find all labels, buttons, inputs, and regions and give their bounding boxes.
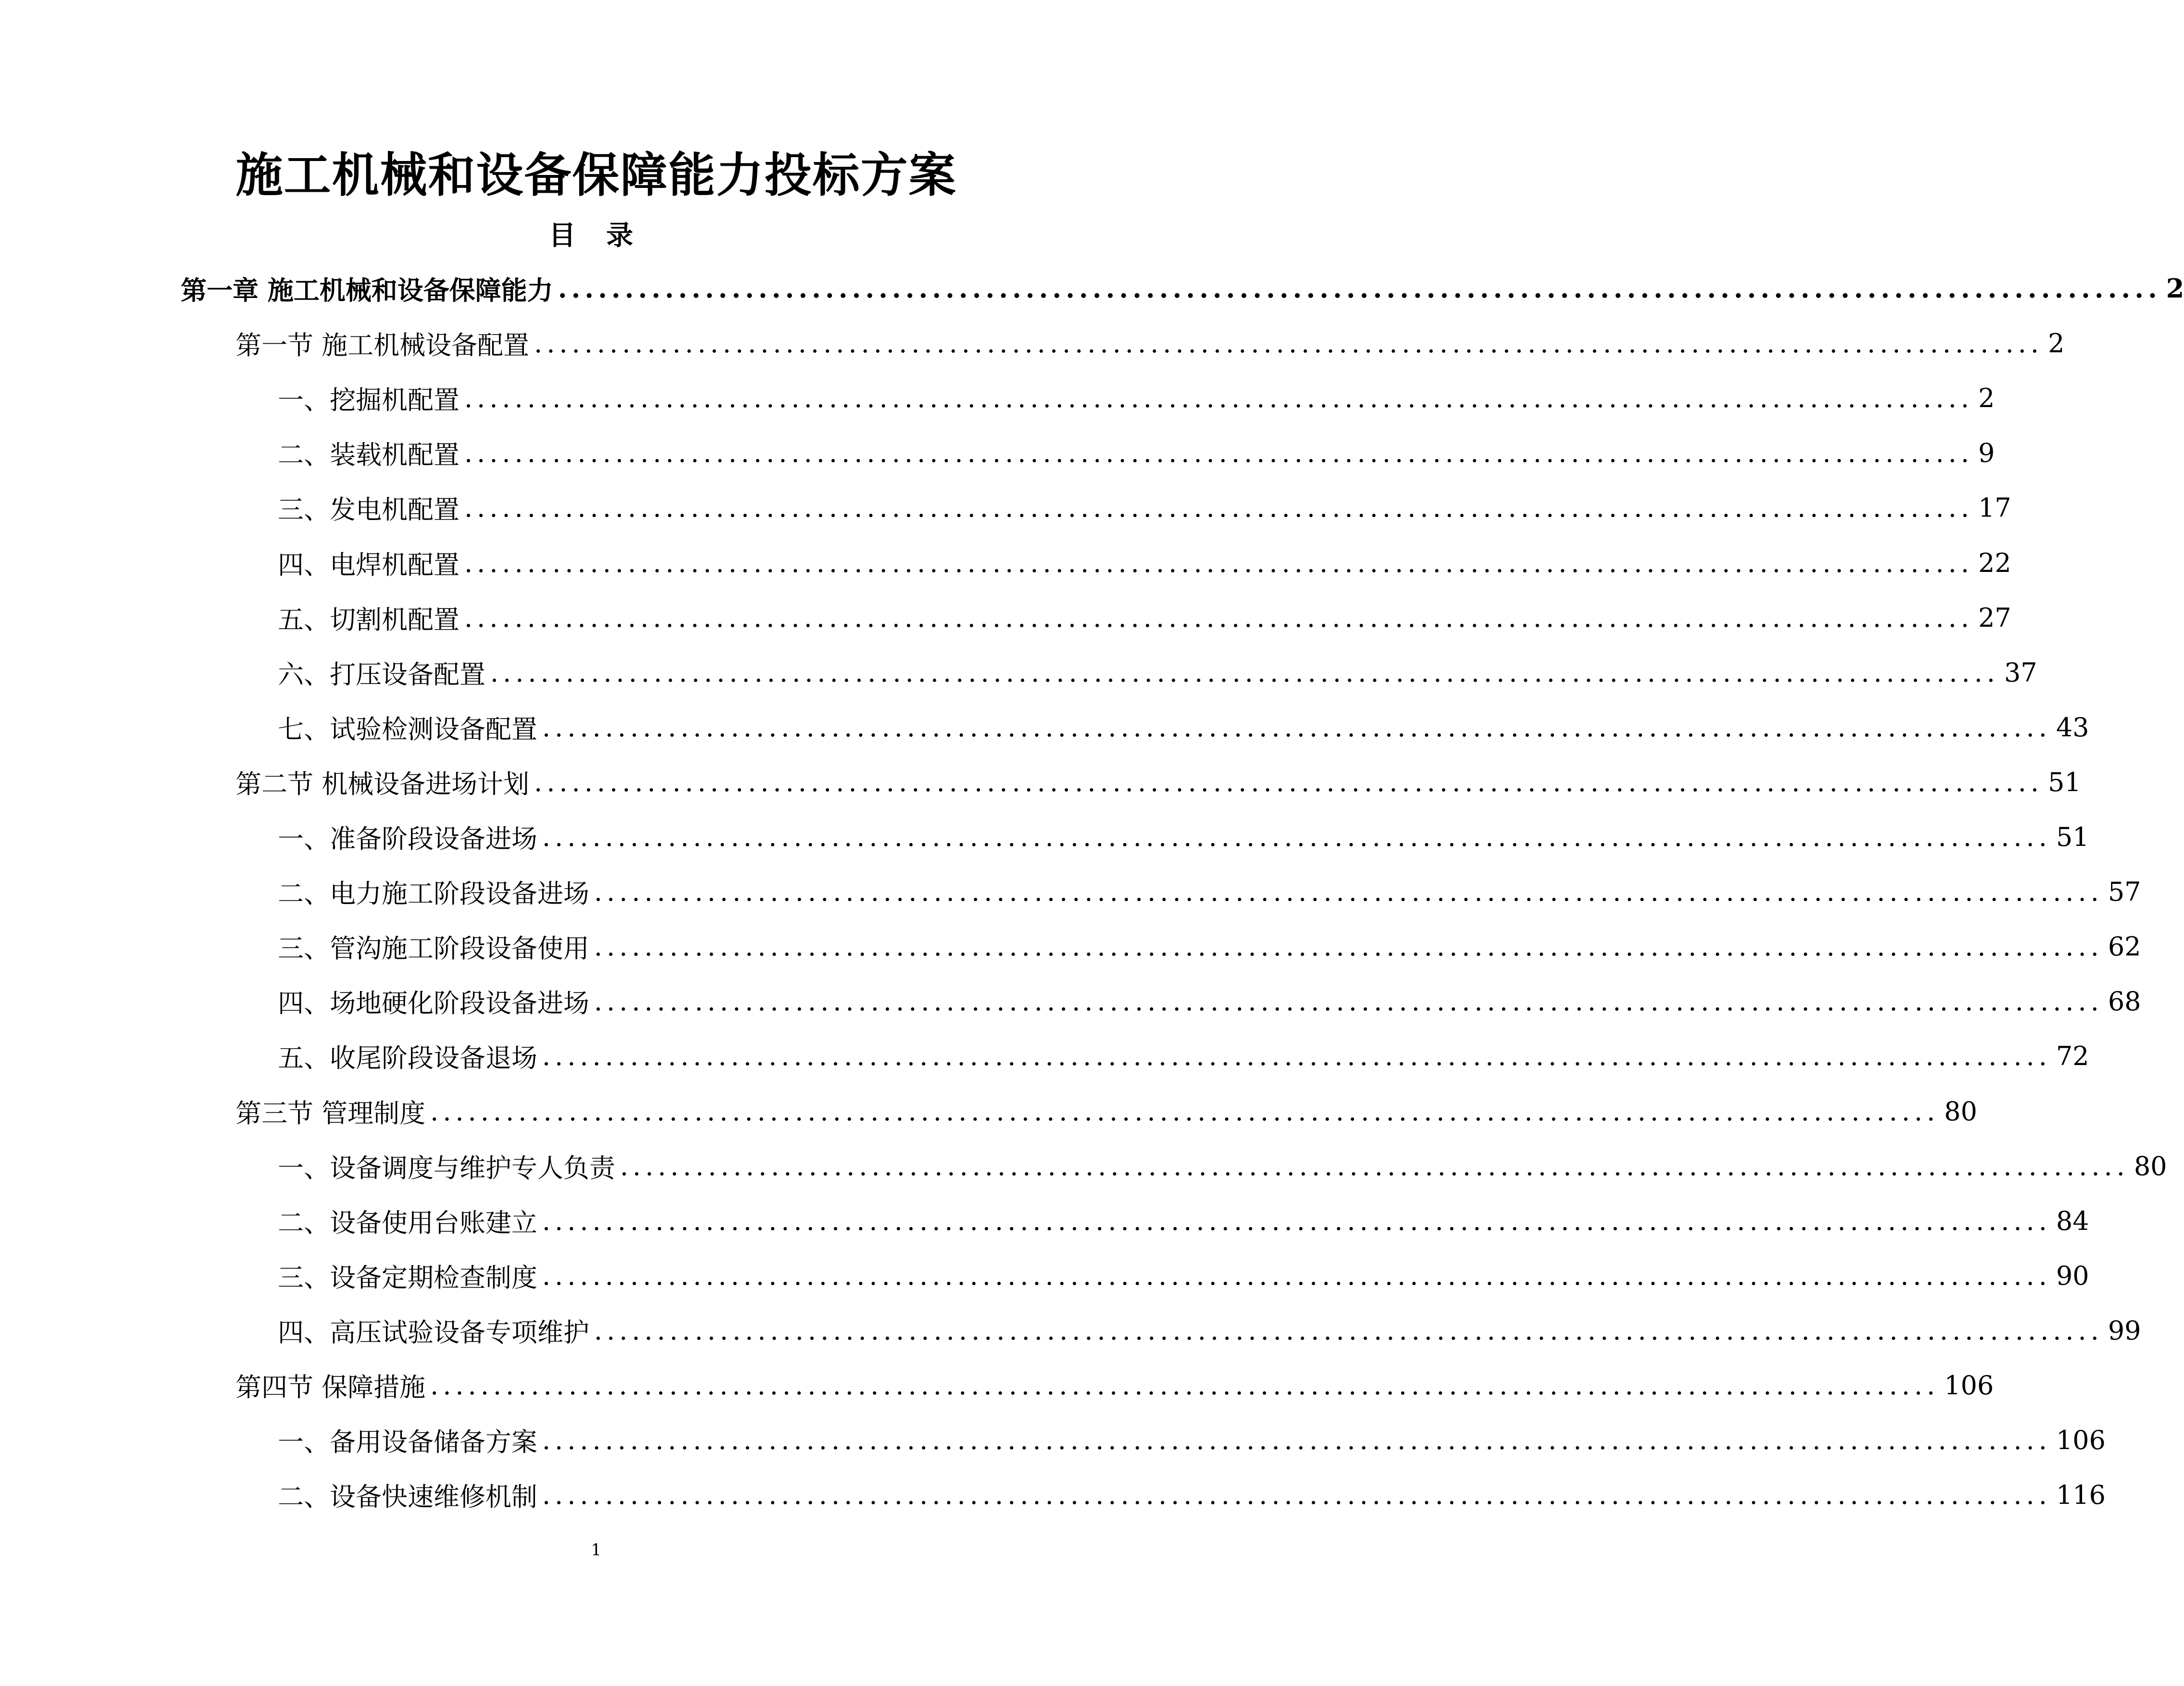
toc-entry[interactable] — [278, 486, 2011, 529]
toc-dot-leader: ........................................................................................................................ — [594, 986, 2103, 1017]
toc-entry-label: 六、打压设备配置 — [278, 659, 485, 690]
toc-entry-label: 七、试验检测设备配置 — [278, 714, 537, 744]
toc-dot-leader: ........................................................................................................................ — [464, 437, 1973, 468]
toc-dot-leader: ........................................................................................................................ — [464, 547, 1973, 578]
toc-dot-leader: ........................................................................................................................ — [430, 1096, 1939, 1127]
toc-entry-label: 第一章 施工机械和设备保障能力 — [181, 274, 553, 306]
toc-dot-leader: ........................................................................................................................ — [430, 1370, 1939, 1401]
toc-entry-page: 116 — [2056, 1479, 2106, 1510]
toc-entry[interactable] — [278, 979, 2141, 1023]
toc-entry[interactable] — [181, 267, 2184, 310]
toc-entry-label: 三、管沟施工阶段设备使用 — [278, 933, 589, 964]
toc-dot-leader: ........................................................................................................................ — [542, 712, 2051, 743]
toc-entry[interactable] — [236, 1364, 1994, 1407]
toc-entry-page: 106 — [1944, 1370, 1994, 1401]
toc-dot-leader: ........................................................................................................................ — [594, 931, 2103, 962]
toc-entry[interactable] — [278, 706, 2089, 749]
toc-entry-page: 62 — [2108, 931, 2141, 962]
toc-dot-leader: ........................................................................................................................ — [490, 657, 1999, 688]
toc-entry[interactable] — [236, 322, 2065, 365]
toc-dot-leader: ........................................................................................................................ — [534, 328, 2043, 359]
toc-entry-page: 72 — [2056, 1041, 2089, 1071]
toc-entry-page: 57 — [2108, 876, 2141, 907]
toc-entry-label: 一、挖掘机配置 — [278, 384, 459, 415]
toc-dot-leader: ........................................................................................................................ — [534, 767, 2043, 797]
toc-entry[interactable] — [278, 1144, 2167, 1188]
toc-dot-leader: ........................................................................................................................ — [542, 1260, 2051, 1291]
toc-dot-leader: ........................................................................................................................ — [594, 1315, 2103, 1346]
toc-entry-page: 84 — [2056, 1205, 2089, 1236]
toc-dot-leader: ........................................................................................................................ — [542, 821, 2051, 852]
toc-entry[interactable] — [278, 870, 2141, 913]
toc-entry-label: 二、设备使用台账建立 — [278, 1207, 537, 1238]
toc-entry-label: 四、高压试验设备专项维护 — [278, 1317, 589, 1348]
toc-entry[interactable] — [278, 1034, 2089, 1078]
toc-entry-page: 51 — [2056, 821, 2089, 852]
toc-entry[interactable] — [278, 431, 1995, 474]
toc-entry[interactable] — [278, 596, 2011, 639]
toc-entry-label: 一、设备调度与维护专人负责 — [278, 1153, 615, 1183]
toc-entry-page: 27 — [1978, 602, 2011, 633]
toc-entry-page: 106 — [2056, 1425, 2106, 1455]
toc-dot-leader: ........................................................................................................................ — [542, 1041, 2051, 1071]
toc-dot-leader: ........................................................................................................................ — [620, 1151, 2129, 1181]
toc-entry-label: 一、备用设备储备方案 — [278, 1426, 537, 1457]
toc-entry[interactable] — [278, 925, 2141, 968]
toc-entry[interactable] — [236, 760, 2081, 804]
document-title: 施工机械和设备保障能力投标方案 — [236, 148, 957, 203]
toc-heading: 目 录 — [548, 220, 644, 251]
toc-entry-page: 17 — [1978, 492, 2011, 523]
toc-entry-label: 第一节 施工机械设备配置 — [236, 330, 530, 360]
toc-dot-leader: ........................................................................................................................ — [464, 383, 1973, 413]
toc-entry[interactable] — [278, 1418, 2106, 1462]
toc-dot-leader: ........................................................................................................................ — [594, 876, 2103, 907]
toc-entry-page: 90 — [2056, 1260, 2089, 1291]
toc-entry-label: 四、场地硬化阶段设备进场 — [278, 988, 589, 1018]
toc-entry[interactable] — [278, 1473, 2106, 1516]
page-number: 1 — [591, 1540, 602, 1560]
toc-entry-page: 68 — [2108, 986, 2141, 1017]
toc-entry-label: 第四节 保障措施 — [236, 1372, 426, 1402]
toc-entry-label: 一、准备阶段设备进场 — [278, 823, 537, 854]
toc-dot-leader: ........................................................................................................................ — [542, 1205, 2051, 1236]
toc-entry[interactable] — [278, 376, 1995, 420]
toc-entry-label: 三、发电机配置 — [278, 494, 459, 525]
toc-entry-page: 43 — [2056, 712, 2089, 743]
toc-entry-page: 80 — [2134, 1151, 2167, 1181]
toc-entry[interactable] — [278, 651, 2037, 694]
toc-entry-label: 四、电焊机配置 — [278, 549, 459, 580]
toc-dot-leader: ........................................................................................................................ — [464, 602, 1973, 633]
toc-entry-page: 80 — [1944, 1096, 1977, 1127]
toc-entry[interactable] — [278, 1254, 2089, 1297]
toc-entry-page: 9 — [1978, 437, 1995, 468]
toc-entry-page: 99 — [2108, 1315, 2141, 1346]
toc-entry-page: 2 — [1978, 383, 1995, 413]
toc-entry-label: 二、装载机配置 — [278, 439, 459, 470]
toc-entry-page: 2 — [2166, 273, 2184, 304]
toc-entry[interactable] — [278, 1199, 2089, 1242]
toc-dot-leader: ........................................................................................................................ — [542, 1425, 2051, 1455]
toc-entry-page: 22 — [1978, 547, 2011, 578]
toc-entry[interactable] — [278, 815, 2089, 858]
toc-dot-leader: ........................................................................................................................ — [464, 492, 1973, 523]
toc-entry-page: 37 — [2004, 657, 2037, 688]
toc-entry[interactable] — [236, 1090, 1977, 1133]
toc-entry-label: 二、设备快速维修机制 — [278, 1481, 537, 1512]
toc-entry-label: 第二节 机械设备进场计划 — [236, 769, 530, 799]
toc-entry-label: 第三节 管理制度 — [236, 1098, 426, 1128]
toc-entry-label: 二、电力施工阶段设备进场 — [278, 878, 589, 909]
toc-entry-page: 51 — [2048, 767, 2081, 797]
toc-entry[interactable] — [278, 1309, 2141, 1352]
toc-entry-label: 五、切割机配置 — [278, 604, 459, 635]
toc-entry-label: 三、设备定期检查制度 — [278, 1262, 537, 1293]
toc-entry-label: 五、收尾阶段设备退场 — [278, 1042, 537, 1073]
toc-dot-leader: ........................................................................................................................ — [558, 273, 2161, 304]
toc-dot-leader: ........................................................................................................................ — [542, 1479, 2051, 1510]
toc-entry[interactable] — [278, 541, 2011, 584]
toc-entry-page: 2 — [2048, 328, 2065, 359]
